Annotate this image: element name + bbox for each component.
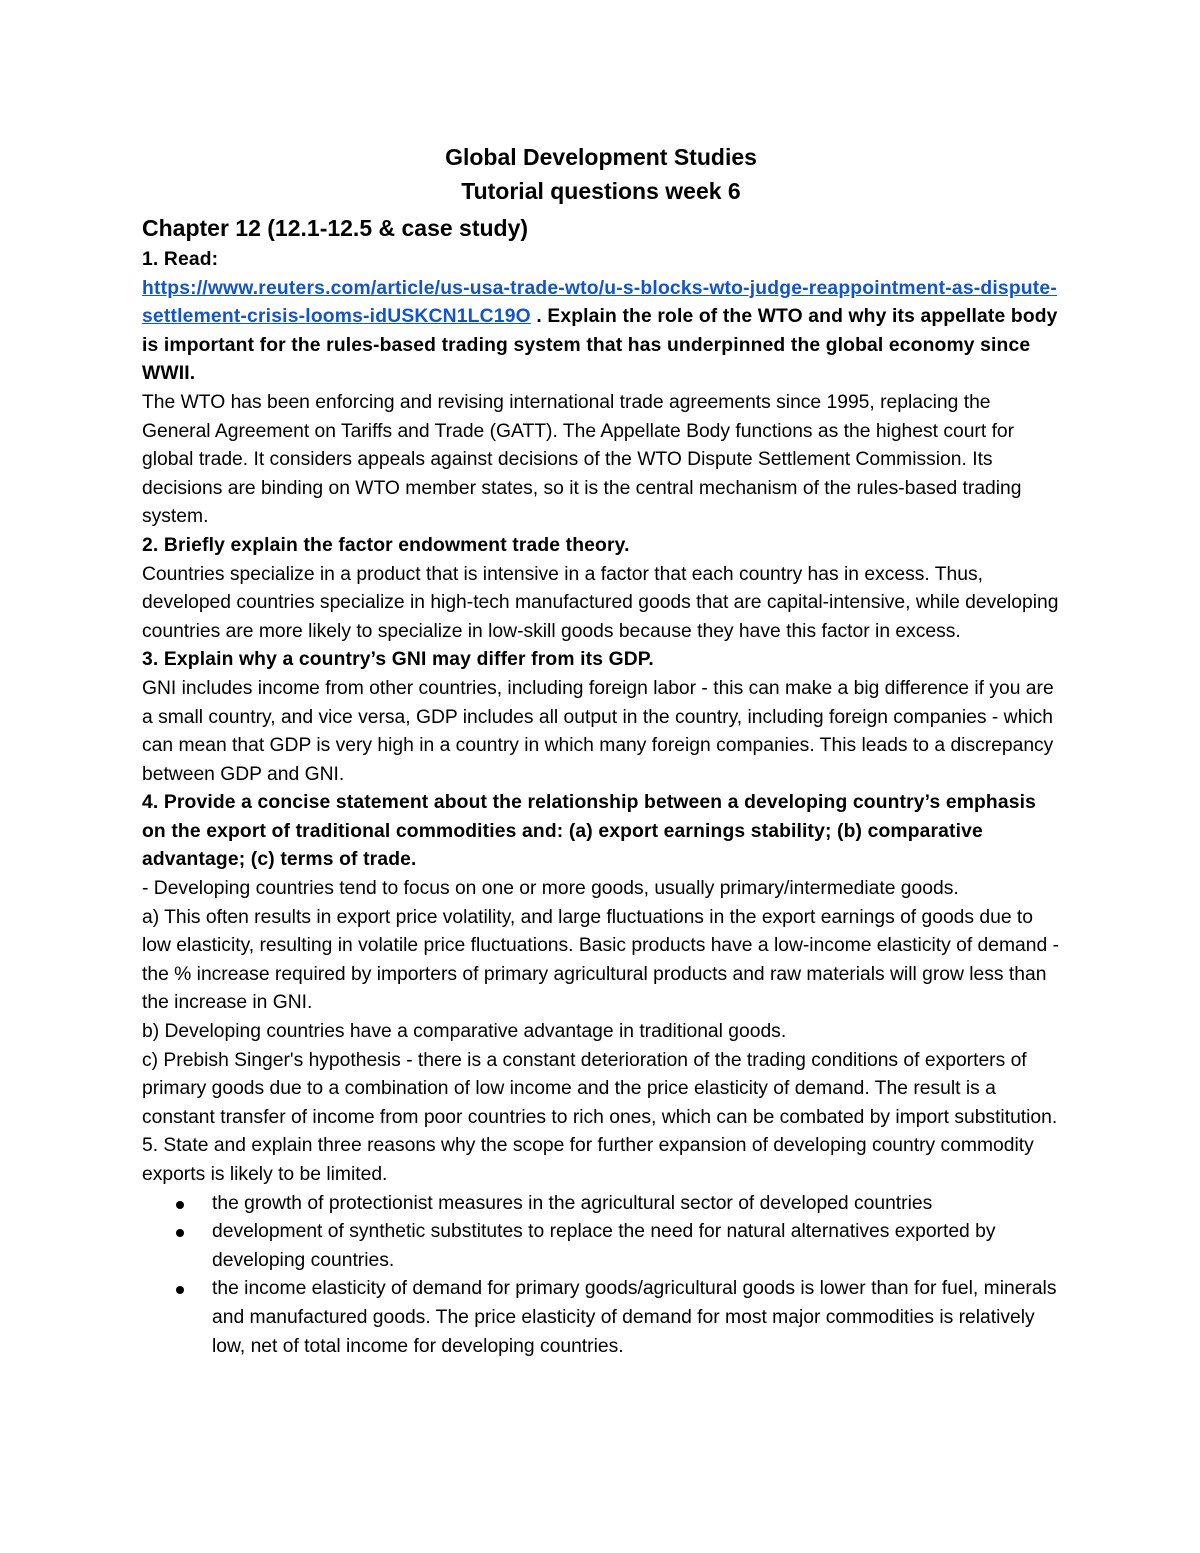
q4-answer-c: c) Prebish Singer's hypothesis - there is a constant deterioration of the trading conditions of exporters of primary goods due to a combination of low income and the price elasticity of demand. The result is a constant transfer of income from poor countries to rich ones, which can be combated by import substitution. xyxy=(142,1049,1058,1128)
bullet-text: the growth of protectionist measures in the agricultural sector of developed countries xyxy=(212,1192,933,1214)
q3-question: 3. Explain why a country’s GNI may differ from its GDP. xyxy=(142,649,654,671)
list-item xyxy=(142,1190,1060,1219)
q3-answer: GNI includes income from other countries, including foreign labor - this can make a big difference if you are a small country, and vice versa, GDP includes all output in the country, including foreign companies - which can mean that GDP is very high in a country in which many foreign companies. This leads to a discrepancy between GDP and GNI. xyxy=(142,677,1054,785)
q1-question: . Explain the role of the WTO and why its appellate body is important for the rules-based trading system that has underpinned the global economy since WWII. xyxy=(142,306,1058,385)
bullet-text: development of synthetic substitutes to replace the need for natural alternatives exported by developing countries. xyxy=(212,1221,996,1271)
bullet-icon xyxy=(176,1286,184,1294)
document-title: Global Development Studies xyxy=(445,144,757,170)
q4-answer-a: a) This often results in export price volatility, and large fluctuations in the export earnings of goods due to low elasticity, resulting in volatile price fluctuations. Basic products have a low-income elasticity of demand - the % increase required by importers of primary agricultural products and raw materials will grow less than the increase in GNI. xyxy=(142,906,1059,1014)
q5-question: 5. State and explain three reasons why the scope for further expansion of developing country commodity exports is likely to be limited. xyxy=(142,1135,1034,1185)
list-item xyxy=(142,1218,1060,1275)
q1-answer: The WTO has been enforcing and revising international trade agreements since 1995, replacing the General Agreement on Tariffs and Trade (GATT). The Appellate Body functions as the highest court for global trade. It considers appeals against decisions of the WTO Dispute Settlement Commission. Its decisions are binding on WTO member states, so it is the central mechanism of the rules-based trading system. xyxy=(142,391,1022,528)
q5-bullet-list xyxy=(142,1190,1060,1362)
q1-intro: 1. Read: xyxy=(142,249,219,270)
bullet-icon xyxy=(176,1201,184,1209)
list-item xyxy=(142,1275,1060,1361)
chapter-heading: Chapter 12 (12.1-12.5 & case study) xyxy=(142,215,529,241)
bullet-icon xyxy=(176,1229,184,1237)
q2-question: 2. Briefly explain the factor endowment trade theory. xyxy=(142,534,630,556)
reuters-article-link[interactable]: https://www.reuters.com/article/us-usa-trade-wto/u-s-blocks-wto-judge-reappointment-as-dispute-settlement-crisis-looms-idUSKCN1LC19O xyxy=(142,277,1057,328)
document-subtitle: Tutorial questions week 6 xyxy=(461,178,741,204)
q1-question-block xyxy=(142,275,1060,389)
q2-answer: Countries specialize in a product that is intensive in a factor that each country has in excess. Thus, developed countries specialize in high-tech manufactured goods that are capital-intensive, while developing countries are more likely to specialize in low-skill goods because they have this factor in excess. xyxy=(142,563,1059,642)
q4-answer-b: b) Developing countries have a comparative advantage in traditional goods. xyxy=(142,1021,787,1043)
q4-answer-intro: - Developing countries tend to focus on one or more goods, usually primary/intermediate goods. xyxy=(142,878,959,900)
document-page xyxy=(142,140,1060,1361)
q4-question: 4. Provide a concise statement about the relationship between a developing country’s emphasis on the export of traditional commodities and: (a) export earnings stability; (b) comparative advantage; (c) terms of trade. xyxy=(142,792,1036,871)
bullet-text: the income elasticity of demand for primary goods/agricultural goods is lower than for fuel, minerals and manufactured goods. The price elasticity of demand for most major commodities is relatively low, net of total income for developing countries. xyxy=(212,1278,1057,1357)
